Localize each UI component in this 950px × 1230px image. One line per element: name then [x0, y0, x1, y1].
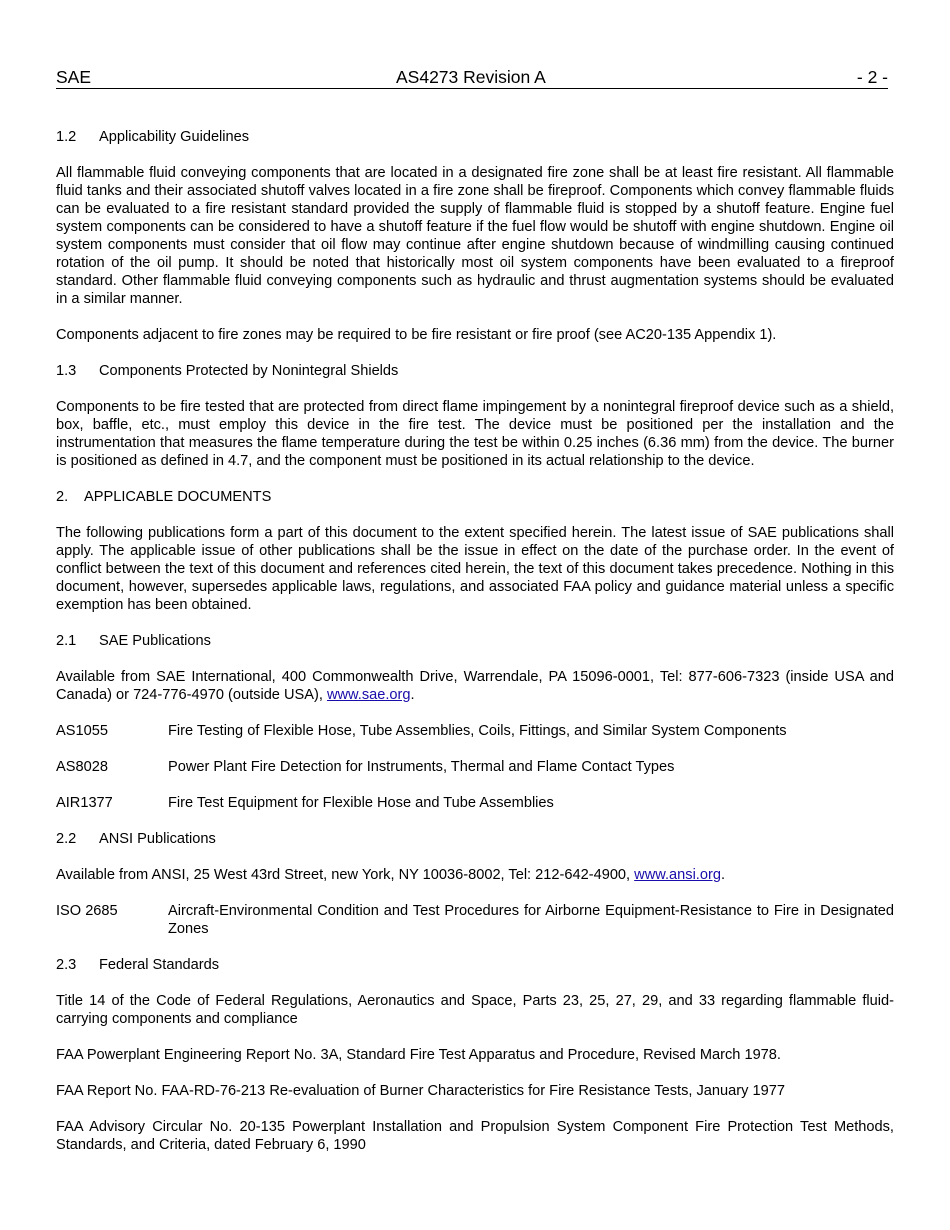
reference-entry	[56, 722, 894, 740]
document-body	[56, 128, 894, 1154]
paragraph: FAA Report No. FAA-RD-76-213 Re-evaluation of Burner Characteristics for Fire Resistance Tests, January 1977	[56, 1083, 785, 1099]
availability-text: Available from SAE International, 400 Commonwealth Drive, Warrendale, PA 15096-0001, Tel: 877-606-7323 (inside USA and Canada) or 724-776-4970 (outside USA),	[56, 669, 894, 703]
section-title: SAE Publications	[99, 633, 211, 649]
reference-title: Fire Testing of Flexible Hose, Tube Assemblies, Coils, Fittings, and Similar System Components	[168, 723, 787, 739]
section-title: APPLICABLE DOCUMENTS	[84, 489, 272, 505]
availability-text: Available from ANSI, 25 West 43rd Street, new York, NY 10036-8002, Tel: 212-642-4900,	[56, 867, 635, 883]
reference-code: ISO 2685	[56, 903, 118, 919]
reference-entry	[56, 758, 894, 776]
reference-title: Fire Test Equipment for Flexible Hose and Tube Assemblies	[168, 795, 554, 811]
section-title: Components Protected by Nonintegral Shields	[99, 363, 399, 379]
section-1-2-heading	[56, 128, 894, 146]
period: .	[720, 867, 726, 883]
reference-entry	[56, 794, 894, 812]
section-number: 2.3	[56, 957, 77, 973]
paragraph: Title 14 of the Code of Federal Regulations, Aeronautics and Space, Parts 23, 25, 27, 29, and 33 regarding flammable fluid-carrying components and compliance	[56, 993, 894, 1027]
reference-entry	[56, 902, 894, 938]
ansi-website-link[interactable]: www.ansi.org	[634, 867, 721, 883]
section-2-3-heading	[56, 956, 894, 974]
paragraph: Components adjacent to fire zones may be required to be fire resistant or fire proof (see AC20-135 Appendix 1).	[56, 327, 777, 343]
header-page-number: - 2 -	[856, 67, 888, 87]
section-number: 2.1	[56, 633, 77, 649]
availability-paragraph	[56, 668, 894, 704]
paragraph: FAA Powerplant Engineering Report No. 3A, Standard Fire Test Apparatus and Procedure, Revised March 1978.	[56, 1047, 781, 1063]
availability-paragraph	[56, 866, 894, 884]
reference-code: AIR1377	[56, 795, 113, 811]
reference-title: Power Plant Fire Detection for Instruments, Thermal and Flame Contact Types	[168, 759, 675, 775]
section-2-heading	[56, 488, 894, 506]
section-title: Applicability Guidelines	[99, 129, 250, 145]
reference-code: AS1055	[56, 723, 108, 739]
section-1-3-heading	[56, 362, 894, 380]
paragraph: The following publications form a part of this document to the extent specified herein. The latest issue of SAE publications shall apply. The applicable issue of other publications shall be the issue in effect on the date of the purchase order. In the event of conflict between the text of this document and references cited herein, the text of this document takes precedence. Nothing in this document, however, supersedes applicable laws, regulations, and associated FAA policy and guidance material unless a specific exemption has been obtained.	[56, 525, 894, 613]
reference-title: Aircraft-Environmental Condition and Test Procedures for Airborne Equipment-Resistance to Fire in Designated Zones	[168, 903, 894, 937]
sae-website-link[interactable]: www.sae.org	[326, 687, 411, 703]
section-number: 1.3	[56, 363, 77, 379]
section-number: 2.2	[56, 831, 77, 847]
reference-code: AS8028	[56, 759, 108, 775]
section-title: ANSI Publications	[99, 831, 216, 847]
header-doc-id: AS4273 Revision A	[396, 67, 546, 87]
section-number: 2.	[56, 489, 69, 505]
section-number: 1.2	[56, 129, 77, 145]
period: .	[410, 687, 415, 703]
paragraph: FAA Advisory Circular No. 20-135 Powerplant Installation and Propulsion System Component Fire Protection Test Methods, Standards, and Criteria, dated February 6, 1990	[56, 1119, 894, 1153]
section-title: Federal Standards	[99, 957, 220, 973]
section-2-2-heading	[56, 830, 894, 848]
header-org: SAE	[56, 67, 92, 87]
section-2-1-heading	[56, 632, 894, 650]
paragraph: Components to be fire tested that are protected from direct flame impingement by a nonintegral fireproof device such as a shield, box, baffle, etc., must employ this device in the fire test. The device must be positioned per the installation and the instrumentation that measures the flame temperature during the test be within 0.25 inches (6.36 mm) from the device. The burner is positioned as defined in 4.7, and the component must be positioned in its actual relationship to the device.	[56, 399, 894, 469]
paragraph: All flammable fluid conveying components that are located in a designated fire zone shall be at least fire resistant. All flammable fluid tanks and their associated shutoff valves located in a fire zone shall be fireproof. Components which convey flammable fluids can be evaluated to a fire resistant standard provided the supply of flammable fluid is stopped by a shutoff feature. Engine fuel system components can be considered to have a shutoff feature if the fuel flow would be shutoff with engine shutdown. Engine oil system components must consider that oil flow may continue after engine shutdown because of windmilling causing continued rotation of the oil pump. It should be noted that historically most oil system components have been evaluated to a fireproof standard. Other flammable fluid conveying components such as hydraulic and thrust augmentation systems should be evaluated in a similar manner.	[56, 165, 894, 307]
page-header	[56, 66, 888, 89]
